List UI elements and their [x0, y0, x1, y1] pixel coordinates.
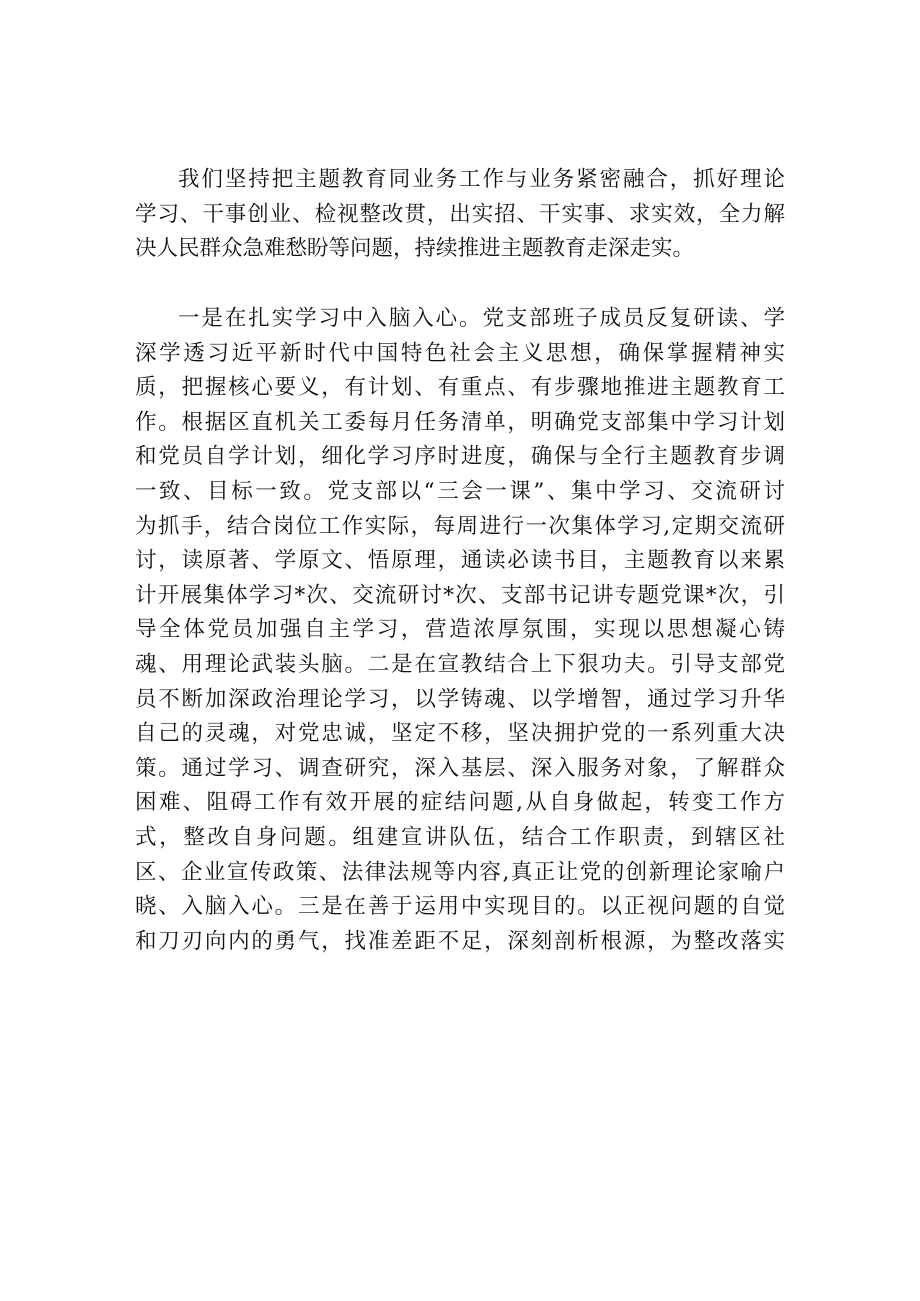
paragraph-body	[135, 302, 785, 959]
paragraph-line: 决人民群众急难愁盼等问题，持续推进主题教育走深走实。	[135, 236, 695, 262]
paragraph-line: 魂、用理论武装头脑。二是在宣教结合上下狠功夫。引导支部党	[135, 651, 785, 677]
paragraph-line: 一是在扎实学习中入脑入心。党支部班子成员反复研读、学	[178, 306, 785, 331]
paragraph-line: 式，整改自身问题。组建宣讲队伍，结合工作职责，到辖区社	[135, 824, 785, 850]
paragraph-line: 深学透习近平新时代中国特色社会主义思想，确保掌握精神实	[135, 340, 785, 366]
paragraph-line: 策。通过学习、调查研究，深入基层、深入服务对象，了解群众	[135, 755, 785, 781]
paragraph-line: 质，把握核心要义，有计划、有重点、有步骤地推进主题教育工	[135, 375, 785, 401]
paragraph-line: 学习、干事创业、检视整改贯，出实招、干实事、求实效，全力解	[135, 201, 785, 227]
paragraph-line: 区、企业宣传政策、法律法规等内容,真正让党的创新理论家喻户	[135, 859, 785, 885]
paragraph-line: 我们坚持把主题教育同业务工作与业务紧密融合，抓好理论	[178, 167, 785, 192]
paragraph-line: 自己的灵魂，对党忠诚，坚定不移，坚决拥护党的一系列重大决	[135, 721, 785, 747]
paragraph-line: 计开展集体学习*次、交流研讨*次、支部书记讲专题党课*次，引	[135, 582, 785, 608]
paragraph-line: 和党员自学计划，细化学习序时进度，确保与全行主题教育步调	[135, 444, 785, 470]
paragraph-line: 作。根据区直机关工委每月任务清单，明确党支部集中学习计划	[135, 409, 785, 435]
paragraph-line: 和刀刃向内的勇气，找准差距不足，深刻剖析根源，为整改落实	[135, 928, 785, 954]
paragraph-line: 为抓手，结合岗位工作实际，每周进行一次集体学习,定期交流研	[135, 513, 785, 539]
paragraph-line: 困难、阻碍工作有效开展的症结问题,从自身做起，转变工作方	[135, 790, 785, 816]
paragraph-line: 讨，读原著、学原文、悟原理，通读必读书目，主题教育以来累	[135, 548, 785, 574]
paragraph-intro	[135, 163, 785, 267]
paragraph-line: 一致、目标一致。党支部以“三会一课”、集中学习、交流研讨	[135, 478, 785, 504]
paragraph-line: 员不断加深政治理论学习，以学铸魂、以学增智，通过学习升华	[135, 686, 785, 712]
paragraph-line: 导全体党员加强自主学习，营造浓厚氛围，实现以思想凝心铸	[135, 617, 785, 643]
paragraph-line: 晓、入脑入心。三是在善于运用中实现目的。以正视问题的自觉	[135, 894, 785, 920]
